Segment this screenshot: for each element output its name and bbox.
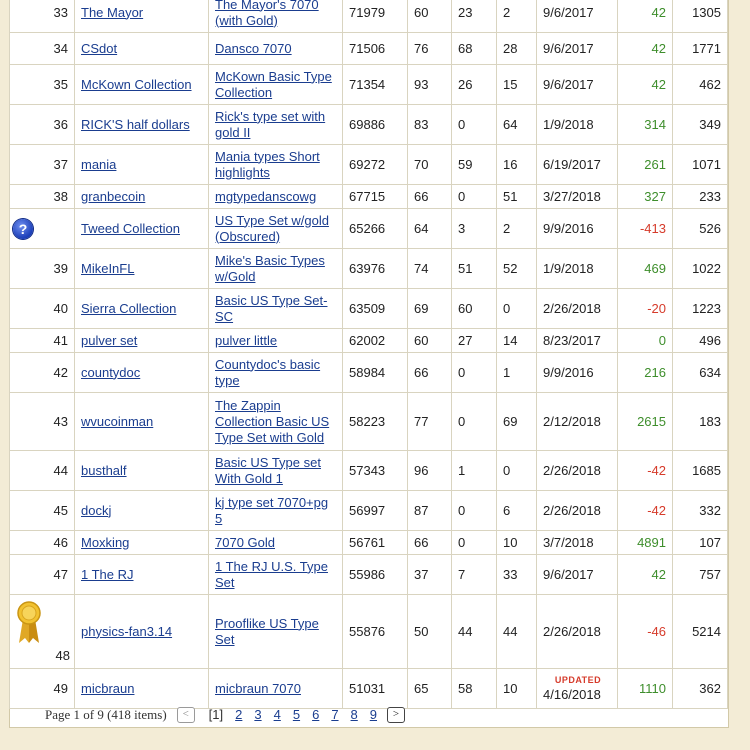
points-change-cell: -42 bbox=[618, 491, 673, 531]
table-row bbox=[10, 393, 728, 451]
column-value-cell: 0 bbox=[497, 289, 537, 329]
rank-cell: 41 bbox=[10, 329, 75, 353]
table-row bbox=[10, 555, 728, 595]
collector-cell bbox=[75, 451, 209, 491]
rank-cell: 39 bbox=[10, 249, 75, 289]
score-cell: 58984 bbox=[343, 353, 408, 393]
page-link-8[interactable]: 8 bbox=[350, 707, 358, 722]
views-cell: 1685 bbox=[673, 451, 728, 491]
score-cell: 55876 bbox=[343, 595, 408, 669]
score-cell: 71506 bbox=[343, 33, 408, 65]
points-change-cell: 0 bbox=[618, 329, 673, 353]
table-row bbox=[10, 185, 728, 209]
set-link[interactable]: Mike's Basic Types w/Gold bbox=[215, 252, 325, 284]
set-link[interactable]: Dansco 7070 bbox=[215, 40, 292, 56]
set-cell bbox=[209, 0, 343, 33]
column-value-cell: 2 bbox=[497, 0, 537, 33]
views-cell: 634 bbox=[673, 353, 728, 393]
column-value-cell: 51 bbox=[497, 185, 537, 209]
column-value-cell: 58 bbox=[452, 669, 497, 709]
table-row bbox=[10, 289, 728, 329]
table-row bbox=[10, 145, 728, 185]
collector-link[interactable]: physics-fan3.14 bbox=[81, 623, 173, 639]
points-change-cell: 1110 bbox=[618, 669, 673, 709]
points-change-cell: -42 bbox=[618, 451, 673, 491]
column-value-cell: 10 bbox=[497, 531, 537, 555]
score-cell: 63976 bbox=[343, 249, 408, 289]
rank-cell: 36 bbox=[10, 105, 75, 145]
set-cell bbox=[209, 451, 343, 491]
views-cell: 5214 bbox=[673, 595, 728, 669]
date-cell: 6/19/2017 bbox=[537, 145, 618, 185]
views-cell: 1305 bbox=[673, 0, 728, 33]
set-link[interactable]: US Type Set w/gold (Obscured) bbox=[215, 212, 329, 244]
rank-cell: 47 bbox=[10, 555, 75, 595]
column-value-cell: 37 bbox=[408, 555, 452, 595]
views-cell: 1771 bbox=[673, 33, 728, 65]
set-cell bbox=[209, 33, 343, 65]
table-row bbox=[10, 353, 728, 393]
column-value-cell: 44 bbox=[452, 595, 497, 669]
views-cell: 462 bbox=[673, 65, 728, 105]
date-cell: 9/6/2017 bbox=[537, 555, 618, 595]
set-cell bbox=[209, 209, 343, 249]
column-value-cell: 65 bbox=[408, 669, 452, 709]
table-row bbox=[10, 0, 728, 33]
collector-cell bbox=[75, 393, 209, 451]
date-cell: 3/27/2018 bbox=[537, 185, 618, 209]
date-value: 4/16/2018 bbox=[543, 686, 601, 702]
set-cell bbox=[209, 491, 343, 531]
score-cell: 65266 bbox=[343, 209, 408, 249]
points-change-cell: -413 bbox=[618, 209, 673, 249]
collector-link[interactable]: The Mayor bbox=[81, 4, 144, 20]
collector-link[interactable]: busthalf bbox=[81, 462, 127, 478]
points-change-cell: 42 bbox=[618, 33, 673, 65]
column-value-cell: 96 bbox=[408, 451, 452, 491]
set-cell bbox=[209, 669, 343, 709]
question-icon[interactable]: ? bbox=[13, 219, 33, 239]
set-cell bbox=[209, 595, 343, 669]
column-value-cell: 1 bbox=[497, 353, 537, 393]
set-link[interactable]: 7070 Gold bbox=[215, 534, 275, 550]
points-change-cell: 42 bbox=[618, 0, 673, 33]
column-value-cell: 60 bbox=[408, 329, 452, 353]
rank-cell: 40 bbox=[10, 289, 75, 329]
views-cell: 183 bbox=[673, 393, 728, 451]
page-link-5[interactable]: 5 bbox=[292, 707, 301, 722]
collector-link[interactable]: granbecoin bbox=[81, 188, 146, 204]
column-value-cell: 76 bbox=[408, 33, 452, 65]
table-row bbox=[10, 531, 728, 555]
rank-cell: 42 bbox=[10, 353, 75, 393]
updated-badge: UPDATED bbox=[554, 674, 602, 685]
collector-link[interactable]: Sierra Collection bbox=[81, 300, 177, 316]
page-link-4[interactable]: 4 bbox=[273, 707, 281, 722]
points-change-cell: -20 bbox=[618, 289, 673, 329]
column-value-cell: 74 bbox=[408, 249, 452, 289]
rank-cell: 38 bbox=[10, 185, 75, 209]
award-ribbon-icon bbox=[15, 601, 43, 645]
collector-cell bbox=[75, 209, 209, 249]
column-value-cell: 52 bbox=[497, 249, 537, 289]
set-cell bbox=[209, 393, 343, 451]
column-value-cell: 50 bbox=[408, 595, 452, 669]
collector-cell bbox=[75, 669, 209, 709]
date-cell: 3/7/2018 bbox=[537, 531, 618, 555]
date-cell: 9/6/2017 bbox=[537, 65, 618, 105]
page-links bbox=[203, 707, 383, 723]
set-cell bbox=[209, 555, 343, 595]
column-value-cell: 15 bbox=[497, 65, 537, 105]
table-row bbox=[10, 451, 728, 491]
page-link-9[interactable]: 9 bbox=[369, 707, 378, 722]
score-cell: 55986 bbox=[343, 555, 408, 595]
score-cell: 69886 bbox=[343, 105, 408, 145]
points-change-cell: 314 bbox=[618, 105, 673, 145]
rank-cell: 45 bbox=[10, 491, 75, 531]
views-cell: 233 bbox=[673, 185, 728, 209]
date-cell: 9/9/2016 bbox=[537, 209, 618, 249]
page-link-6[interactable]: 6 bbox=[312, 707, 320, 722]
table-row bbox=[10, 329, 728, 353]
collector-link[interactable]: Tweed Collection bbox=[81, 220, 180, 236]
date-cell: 8/23/2017 bbox=[537, 329, 618, 353]
column-value-cell: 70 bbox=[408, 145, 452, 185]
column-value-cell: 23 bbox=[452, 0, 497, 33]
views-cell: 757 bbox=[673, 555, 728, 595]
views-cell: 107 bbox=[673, 531, 728, 555]
date-cell: 1/9/2018 bbox=[537, 249, 618, 289]
set-link[interactable]: The Zappin Collection Basic US Type Set with Gold bbox=[215, 397, 330, 445]
set-cell bbox=[209, 145, 343, 185]
page-link-3[interactable]: 3 bbox=[254, 707, 262, 722]
rank-cell: 43 bbox=[10, 393, 75, 451]
views-cell: 1223 bbox=[673, 289, 728, 329]
collector-cell bbox=[75, 105, 209, 145]
collector-link[interactable]: countydoc bbox=[81, 364, 141, 380]
rank-cell: 46 bbox=[10, 531, 75, 555]
set-link[interactable]: kj type set 7070+pg 5 bbox=[215, 494, 329, 526]
column-value-cell: 1 bbox=[452, 451, 497, 491]
table-row bbox=[10, 595, 728, 669]
set-link[interactable]: 1 The RJ U.S. Type Set bbox=[215, 558, 328, 590]
date-cell: 2/26/2018 bbox=[537, 451, 618, 491]
set-link[interactable]: mgtypedanscowg bbox=[215, 188, 317, 204]
collector-cell bbox=[75, 353, 209, 393]
points-change-cell: 469 bbox=[618, 249, 673, 289]
date-cell bbox=[537, 669, 618, 709]
page-link-7[interactable]: 7 bbox=[331, 707, 339, 722]
collector-link[interactable]: RICK'S half dollars bbox=[81, 116, 190, 132]
table-row bbox=[10, 65, 728, 105]
points-change-cell: -46 bbox=[618, 595, 673, 669]
set-link[interactable]: micbraun 7070 bbox=[215, 680, 301, 696]
collector-link[interactable]: Moxking bbox=[81, 534, 130, 550]
column-value-cell: 66 bbox=[408, 185, 452, 209]
column-value-cell: 93 bbox=[408, 65, 452, 105]
column-value-cell: 0 bbox=[497, 451, 537, 491]
collector-link[interactable]: CSdot bbox=[81, 40, 118, 56]
views-cell: 349 bbox=[673, 105, 728, 145]
column-value-cell: 69 bbox=[497, 393, 537, 451]
rank-cell: 34 bbox=[10, 33, 75, 65]
collector-link[interactable]: McKown Collection bbox=[81, 76, 192, 92]
date-cell: 1/9/2018 bbox=[537, 105, 618, 145]
collector-link[interactable]: MikeInFL bbox=[81, 260, 135, 276]
table-row bbox=[10, 249, 728, 289]
page-link-1[interactable]: [1] bbox=[208, 707, 224, 722]
collector-cell bbox=[75, 289, 209, 329]
points-change-cell: 4891 bbox=[618, 531, 673, 555]
column-value-cell: 7 bbox=[452, 555, 497, 595]
score-cell: 69272 bbox=[343, 145, 408, 185]
date-cell: 2/26/2018 bbox=[537, 289, 618, 329]
set-link[interactable]: Countydoc's basic type bbox=[215, 356, 321, 388]
set-cell bbox=[209, 185, 343, 209]
rank-number: 48 bbox=[55, 648, 70, 663]
views-cell: 362 bbox=[673, 669, 728, 709]
column-value-cell: 66 bbox=[408, 353, 452, 393]
collector-link[interactable]: mania bbox=[81, 156, 117, 172]
rank-cell: 49 bbox=[10, 669, 75, 709]
column-value-cell: 2 bbox=[497, 209, 537, 249]
set-link[interactable]: McKown Basic Type Collection bbox=[215, 68, 332, 100]
date-cell: 2/12/2018 bbox=[537, 393, 618, 451]
pagination bbox=[45, 706, 413, 724]
score-cell: 63509 bbox=[343, 289, 408, 329]
views-cell: 1022 bbox=[673, 249, 728, 289]
points-change-cell: 261 bbox=[618, 145, 673, 185]
collector-link[interactable]: pulver set bbox=[81, 332, 138, 348]
score-cell: 51031 bbox=[343, 669, 408, 709]
collector-cell bbox=[75, 0, 209, 33]
column-value-cell: 26 bbox=[452, 65, 497, 105]
column-value-cell: 51 bbox=[452, 249, 497, 289]
rank-cell: 37 bbox=[10, 145, 75, 185]
score-cell: 71354 bbox=[343, 65, 408, 105]
set-link[interactable]: pulver little bbox=[215, 332, 278, 348]
column-value-cell: 64 bbox=[408, 209, 452, 249]
set-link[interactable]: The Mayor's 7070 (with Gold) bbox=[215, 0, 319, 28]
collector-cell bbox=[75, 33, 209, 65]
next-page-button[interactable]: > bbox=[387, 707, 405, 723]
table-row bbox=[10, 33, 728, 65]
set-link[interactable]: Prooflike US Type Set bbox=[215, 615, 319, 647]
set-link[interactable]: Basic US Type set With Gold 1 bbox=[215, 454, 321, 486]
views-cell: 1071 bbox=[673, 145, 728, 185]
collector-link[interactable]: micbraun bbox=[81, 680, 135, 696]
score-cell: 62002 bbox=[343, 329, 408, 353]
column-value-cell: 3 bbox=[452, 209, 497, 249]
prev-page-button[interactable]: < bbox=[177, 707, 195, 723]
table-row bbox=[10, 209, 728, 249]
column-value-cell: 66 bbox=[408, 531, 452, 555]
column-value-cell: 77 bbox=[408, 393, 452, 451]
rank-cell: 35 bbox=[10, 65, 75, 105]
collector-cell bbox=[75, 145, 209, 185]
collector-cell bbox=[75, 65, 209, 105]
points-change-cell: 327 bbox=[618, 185, 673, 209]
collector-cell bbox=[75, 491, 209, 531]
points-change-cell: 42 bbox=[618, 65, 673, 105]
set-cell bbox=[209, 249, 343, 289]
score-cell: 56761 bbox=[343, 531, 408, 555]
collector-cell bbox=[75, 185, 209, 209]
collector-link[interactable]: 1 The RJ bbox=[81, 566, 134, 582]
rank-cell bbox=[10, 209, 75, 249]
score-cell: 58223 bbox=[343, 393, 408, 451]
date-cell: 2/26/2018 bbox=[537, 595, 618, 669]
column-value-cell: 64 bbox=[497, 105, 537, 145]
points-change-cell: 2615 bbox=[618, 393, 673, 451]
rank-cell bbox=[10, 595, 75, 669]
score-cell: 57343 bbox=[343, 451, 408, 491]
column-value-cell: 68 bbox=[452, 33, 497, 65]
collector-cell bbox=[75, 249, 209, 289]
column-value-cell: 83 bbox=[408, 105, 452, 145]
collector-cell bbox=[75, 555, 209, 595]
column-value-cell: 0 bbox=[452, 393, 497, 451]
table-row bbox=[10, 669, 728, 709]
leaderboard-table bbox=[9, 0, 728, 709]
column-value-cell: 28 bbox=[497, 33, 537, 65]
views-cell: 332 bbox=[673, 491, 728, 531]
column-value-cell: 60 bbox=[408, 0, 452, 33]
set-cell bbox=[209, 105, 343, 145]
set-link[interactable]: Rick's type set with gold II bbox=[215, 108, 326, 140]
column-value-cell: 10 bbox=[497, 669, 537, 709]
set-link[interactable]: Basic US Type Set-SC bbox=[215, 292, 328, 324]
column-value-cell: 0 bbox=[452, 491, 497, 531]
column-value-cell: 0 bbox=[452, 105, 497, 145]
column-value-cell: 60 bbox=[452, 289, 497, 329]
set-cell bbox=[209, 353, 343, 393]
column-value-cell: 44 bbox=[497, 595, 537, 669]
score-cell: 67715 bbox=[343, 185, 408, 209]
set-cell bbox=[209, 65, 343, 105]
collector-cell bbox=[75, 595, 209, 669]
column-value-cell: 27 bbox=[452, 329, 497, 353]
column-value-cell: 33 bbox=[497, 555, 537, 595]
points-change-cell: 216 bbox=[618, 353, 673, 393]
column-value-cell: 0 bbox=[452, 185, 497, 209]
set-cell bbox=[209, 531, 343, 555]
set-link[interactable]: Mania types Short highlights bbox=[215, 148, 320, 180]
table-row bbox=[10, 491, 728, 531]
page-info: Page 1 of 9 (418 items) bbox=[45, 707, 167, 722]
views-cell: 496 bbox=[673, 329, 728, 353]
score-cell: 56997 bbox=[343, 491, 408, 531]
column-value-cell: 59 bbox=[452, 145, 497, 185]
points-change-cell: 42 bbox=[618, 555, 673, 595]
score-cell: 71979 bbox=[343, 0, 408, 33]
date-cell: 9/6/2017 bbox=[537, 33, 618, 65]
column-value-cell: 0 bbox=[452, 353, 497, 393]
date-cell: 9/6/2017 bbox=[537, 0, 618, 33]
views-cell: 526 bbox=[673, 209, 728, 249]
rank-cell: 44 bbox=[10, 451, 75, 491]
column-value-cell: 87 bbox=[408, 491, 452, 531]
set-cell bbox=[209, 289, 343, 329]
collector-cell bbox=[75, 531, 209, 555]
column-value-cell: 69 bbox=[408, 289, 452, 329]
set-cell bbox=[209, 329, 343, 353]
date-cell: 9/9/2016 bbox=[537, 353, 618, 393]
rank-cell: 33 bbox=[10, 0, 75, 33]
date-cell: 2/26/2018 bbox=[537, 491, 618, 531]
column-value-cell: 6 bbox=[497, 491, 537, 531]
collector-cell bbox=[75, 329, 209, 353]
table-row bbox=[10, 105, 728, 145]
column-value-cell: 16 bbox=[497, 145, 537, 185]
column-value-cell: 14 bbox=[497, 329, 537, 353]
collector-link[interactable]: wvucoinman bbox=[81, 413, 154, 429]
column-value-cell: 0 bbox=[452, 531, 497, 555]
page-link-2[interactable]: 2 bbox=[235, 707, 243, 722]
collector-link[interactable]: dockj bbox=[81, 502, 112, 518]
